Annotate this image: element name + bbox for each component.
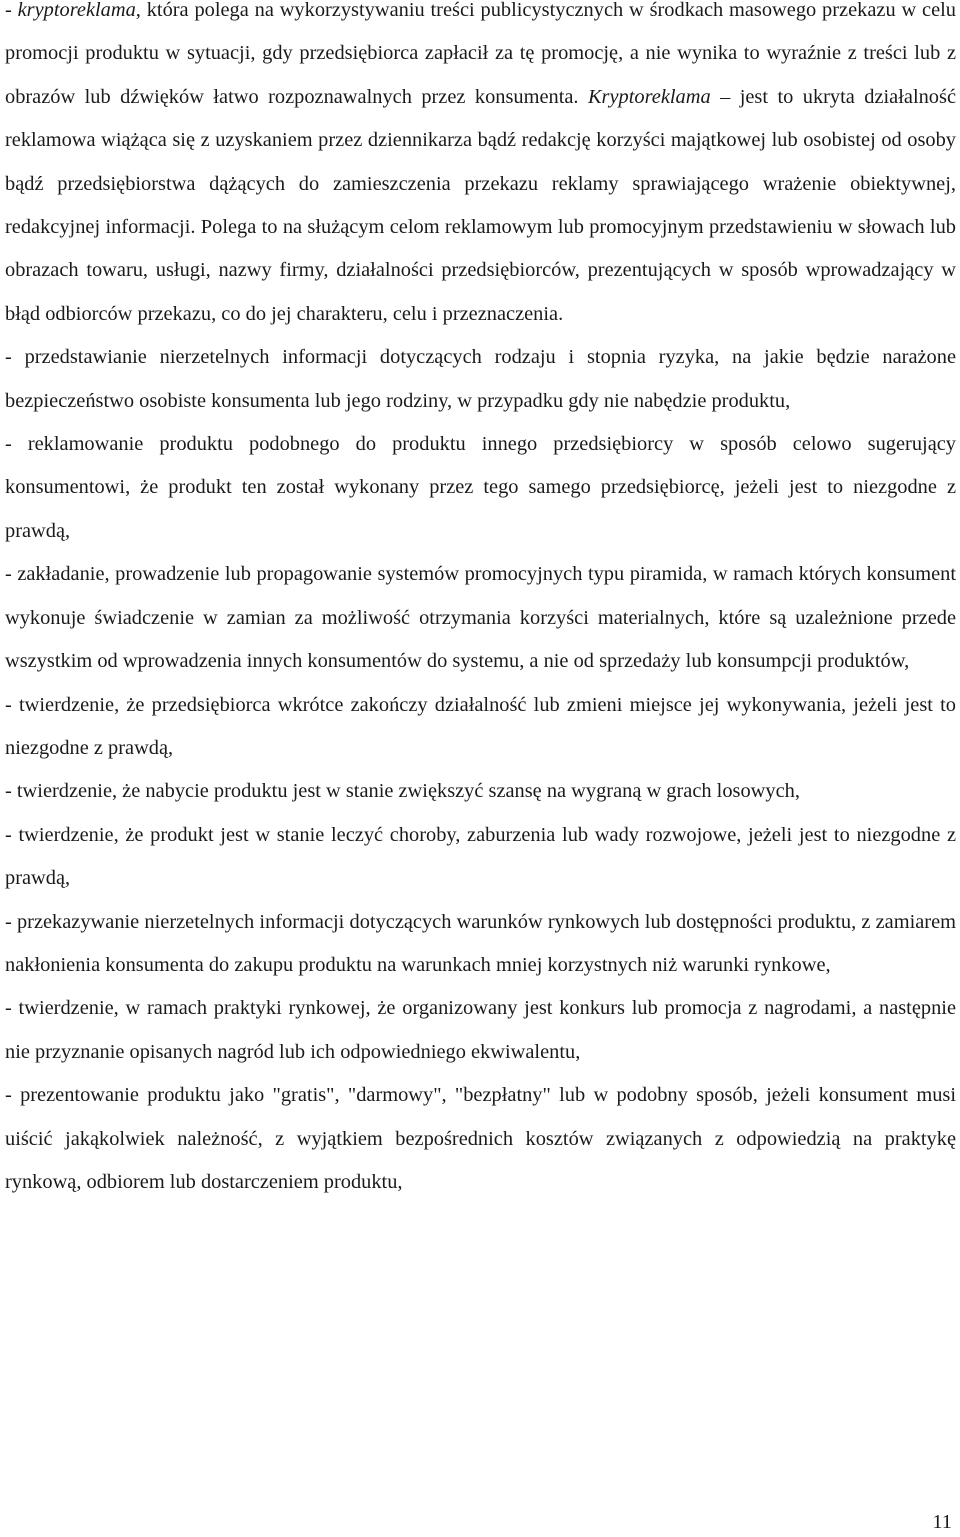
list-item: - reklamowanie produktu podobnego do produktu innego przedsiębiorcy w sposób celowo sugerujący konsumentowi, że produkt ten został wykonany przez tego samego przedsiębiorcę, jeżeli jest to niezgodne z prawdą, [5, 433, 956, 542]
page-number: 11 [932, 1511, 952, 1533]
list-item: - twierdzenie, w ramach praktyki rynkowej, że organizowany jest konkurs lub promocja z nagrodami, a następnie nie przyznanie opisanych nagród lub ich odpowiedniego ekwiwalentu, [5, 997, 956, 1063]
item-lead: - [5, 0, 18, 21]
list-item: - twierdzenie, że przedsiębiorca wkrótce zakończy działalność lub zmieni miejsce jej wykonywania, jeżeli jest to niezgodne z prawdą, [5, 693, 956, 759]
list-item-kryptoreklama [5, 0, 956, 336]
list-item: - przekazywanie nierzetelnych informacji dotyczących warunków rynkowych lub dostępności produktu, z zamiarem nakłonienia konsumenta do zakupu produktu na warunkach mniej korzystnych niż warunki rynkowe, [5, 910, 956, 976]
item-text: , która polega na wykorzystywaniu treści publicystycznych w środkach masowego przekazu w celu promocji produktu w sytuacji, gdy przedsiębiorca zapłacił za tę promocję, a nie wynika to wyraźnie z treści lub z obrazów lub dźwięków łatwo rozpoznawalnych przez konsumenta. [5, 0, 956, 108]
list-item: - przedstawianie nierzetelnych informacji dotyczących rodzaju i stopnia ryzyka, na jakie będzie narażone bezpieczeństwo osobiste konsumenta lub jego rodziny, w przypadku gdy nie nabędzie produktu, [5, 346, 956, 412]
list-item: - zakładanie, prowadzenie lub propagowanie systemów promocyjnych typu piramida, w ramach których konsument wykonuje świadczenie w zamian za możliwość otrzymania korzyści materialnych, które są uzależnione przede wszystkim od wprowadzenia innych konsumentów do systemu, a nie od sprzedaży lub konsumpcji produktów, [5, 563, 956, 673]
item-text: – jest to ukryta działalność reklamowa wiążąca się z uzyskaniem przez dziennikarza bądź redakcję korzyści majątkowej lub osobistej od osoby bądź przedsiębiorstwa dążących do zamieszczenia przekazu reklamy sprawiającego wrażenie obiektywnej, redakcyjnej informacji. Polega to na służącym celom reklamowym lub promocyjnym przedstawieniu w słowach lub obrazach towaru, usługi, nazwy firmy, działalności przedsiębiorców, prezentujących w sposób wprowadzający w błąd odbiorców przekazu, co do jej charakteru, celu i przeznaczenia. [5, 85, 956, 325]
list-item: - prezentowanie produktu jako "gratis", "darmowy", "bezpłatny" lub w podobny sposób, jeżeli konsument musi uiścić jakąkolwiek należność, z wyjątkiem bezpośrednich kosztów związanych z odpowiedzią na praktykę rynkową, odbiorem lub dostarczeniem produktu, [5, 1084, 956, 1193]
term-kryptoreklama-definition: Kryptoreklama [587, 85, 711, 108]
document-body [5, 0, 956, 1204]
list-item: - twierdzenie, że nabycie produktu jest w stanie zwiększyć szansę na wygraną w grach losowych, [5, 780, 800, 803]
list-item: - twierdzenie, że produkt jest w stanie leczyć choroby, zaburzenia lub wady rozwojowe, jeżeli jest to niezgodne z prawdą, [5, 823, 956, 890]
term-kryptoreklama: kryptoreklama [17, 0, 136, 21]
